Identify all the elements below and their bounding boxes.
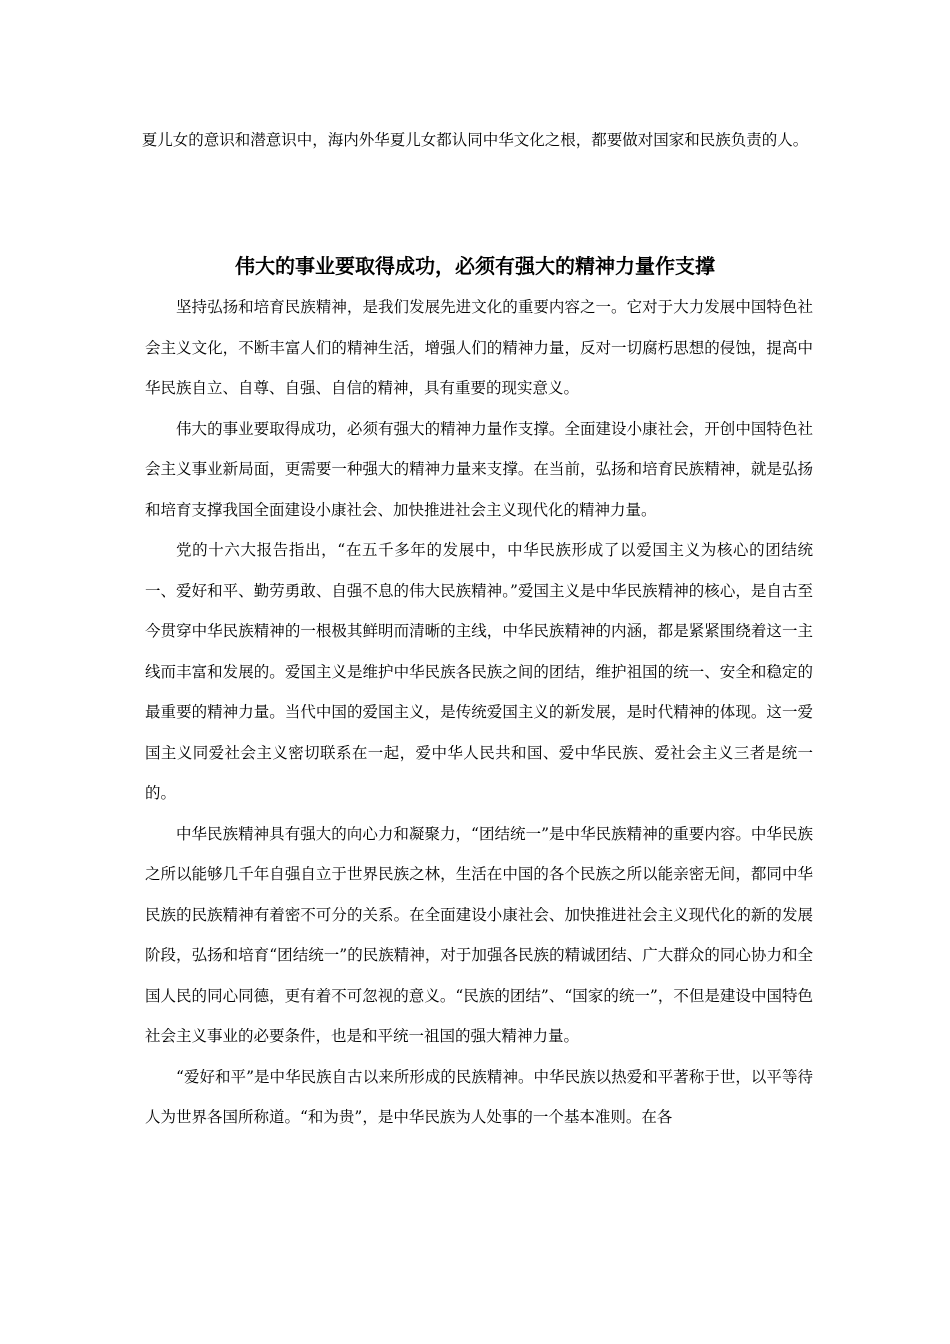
paragraph: “爱好和平”是中华民族自古以来所形成的民族精神。中华民族以热爱和平著称于世，以平等待人为世界各国所称道。“和为贵”，是中华民族为人处事的一个基本准则。在各 <box>145 1067 813 1126</box>
paragraph: 中华民族精神具有强大的向心力和凝聚力，“团结统一”是中华民族精神的重要内容。中华民族之所以能够几千年自强自立于世界民族之林，生活在中国的各个民族之所以能亲密无间，都同中华民族的民族精神有着密不可分的关系。在全面建设小康社会、加快推进社会主义现代化的新的发展阶段，弘扬和培育“团结统一”的民族精神，对于加强各民族的精诚团结、广大群众的同心协力和全国人民的同心同德，更有着不可忽视的意义。“民族的团结”、“国家的统一”，不但是建设中国特色社会主义事业的必要条件，也是和平统一祖国的强大精神力量。 <box>145 824 813 1045</box>
paragraph: 坚持弘扬和培育民族精神，是我们发展先进文化的重要内容之一。它对于大力发展中国特色社会主义文化，不断丰富人们的精神生活，增强人们的精神力量，反对一切腐朽思想的侵蚀，提高中华民族自立、自尊、自强、自信的精神，具有重要的现实意义。 <box>145 298 813 397</box>
paragraph: 伟大的事业要取得成功，必须有强大的精神力量作支撑。全面建设小康社会，开创中国特色社会主义事业新局面，更需要一种强大的精神力量来支撑。在当前，弘扬和培育民族精神，就是弘扬和培育支撑我国全面建设小康社会、加快推进社会主义现代化的精神力量。 <box>145 419 813 519</box>
paragraph: 党的十六大报告指出，“在五千多年的发展中，中华民族形成了以爱国主义为核心的团结统一、爱好和平、勤劳勇敢、自强不息的伟大民族精神。”爱国主义是中华民族精神的核心，是自古至今贯穿中华民族精神的一根极其鲜明而清晰的主线，中华民族精神的内涵，都是紧紧围绕着这一主线而丰富和发展的。爱国主义是维护中华民族各民族之间的团结，维护祖国的统一、安全和稳定的最重要的精神力量。当代中国的爱国主义，是传统爱国主义的新发展，是时代精神的体现。这一爱国主义同爱社会主义密切联系在一起，爱中华人民共和国、爱中华民族、爱社会主义三者是统一的。 <box>145 541 813 802</box>
article-body <box>145 287 813 1138</box>
continuation-text: 夏儿女的意识和潜意识中，海内外华夏儿女都认同中华文化之根，都要做对国家和民族负责的人。 <box>141 131 809 149</box>
section-heading: 伟大的事业要取得成功，必须有强大的精神力量作支撑 <box>235 254 715 278</box>
